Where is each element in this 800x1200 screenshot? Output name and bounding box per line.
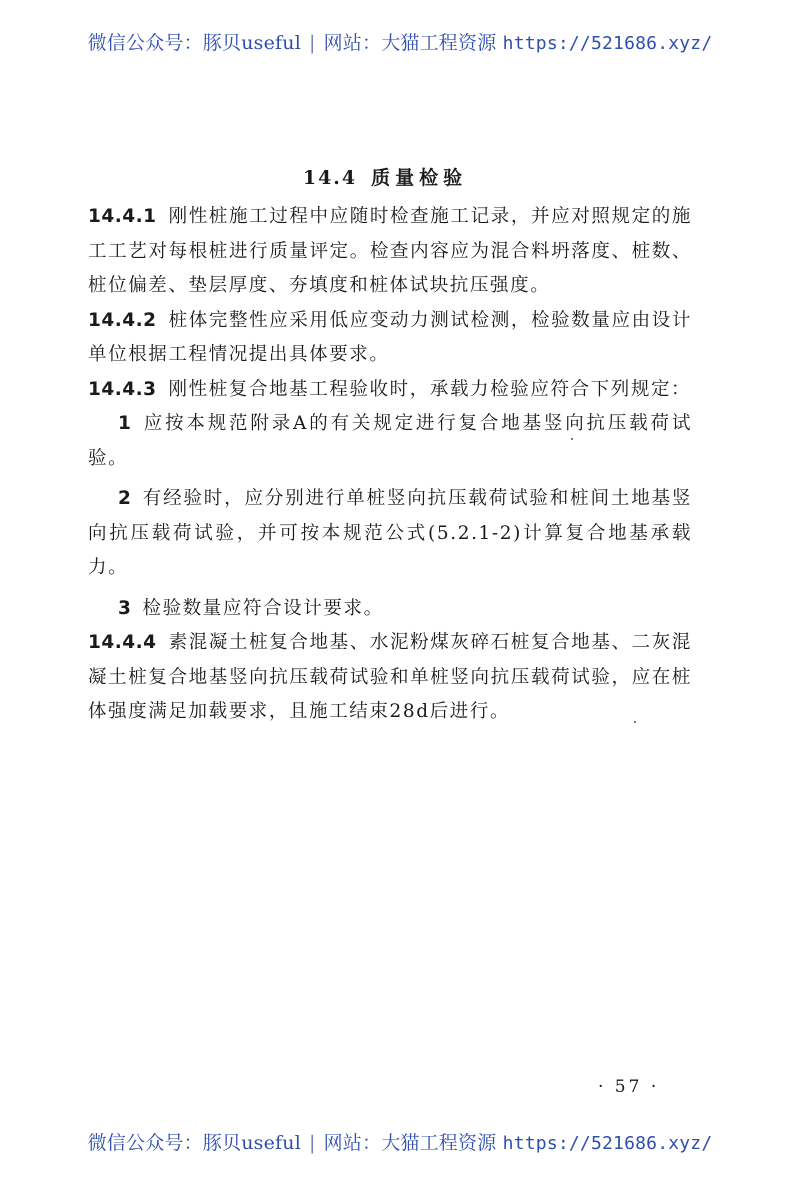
- clause-14-4-1: [88, 200, 692, 304]
- scan-speck: [571, 438, 573, 440]
- clause-number: 14.4.3: [88, 378, 157, 400]
- clause-text: 刚性桩复合地基工程验收时，承载力检验应符合下列规定：: [168, 378, 692, 400]
- clause-number: 14.4.1: [88, 206, 157, 227]
- item-number: 2: [118, 488, 133, 509]
- section-number: 14.4: [302, 167, 358, 189]
- clause-14-4-2: [88, 304, 692, 373]
- list-item: [88, 592, 692, 627]
- document-body: [88, 200, 692, 730]
- watermark-wechat: 微信公众号：豚贝useful: [87, 1132, 301, 1154]
- scan-speck: [634, 721, 636, 723]
- item-text: 有经验时，应分别进行单桩竖向抗压载荷试验和桩间土地基竖向抗压载荷试验，并可按本规范公式(5.2.1-2)计算复合地基承载力。: [88, 488, 692, 578]
- list-item: [88, 407, 692, 476]
- page-number: · 57 ·: [598, 1077, 660, 1097]
- watermark-top: [0, 28, 800, 55]
- watermark-separator: |: [309, 1132, 316, 1154]
- watermark-separator: |: [309, 32, 316, 54]
- watermark-site: 网站：大猫工程资源: [323, 32, 497, 54]
- list-item: [88, 482, 692, 586]
- watermark-wechat: 微信公众号：豚贝useful: [87, 32, 301, 54]
- section-heading: [0, 163, 770, 190]
- clause-number: 14.4.4: [88, 632, 157, 653]
- clause-14-4-4: [88, 626, 692, 730]
- clause-text: 素混凝土桩复合地基、水泥粉煤灰碎石桩复合地基、二灰混凝土桩复合地基竖向抗压载荷试验和单桩竖向抗压载荷试验，应在桩体强度满足加载要求，且施工结束28d后进行。: [88, 632, 692, 722]
- watermark-site: 网站：大猫工程资源: [323, 1132, 497, 1154]
- item-number: 1: [118, 413, 133, 434]
- watermark-url[interactable]: https://521686.xyz/: [502, 1133, 713, 1154]
- section-title: 质量检验: [371, 167, 468, 189]
- watermark-url[interactable]: https://521686.xyz/: [502, 33, 713, 54]
- clause-text: 桩体完整性应采用低应变动力测试检测，检验数量应由设计单位根据工程情况提出具体要求。: [88, 309, 692, 365]
- item-number: 3: [118, 597, 133, 619]
- item-text: 检验数量应符合设计要求。: [142, 597, 384, 619]
- watermark-bottom: [0, 1128, 800, 1155]
- clause-text: 刚性桩施工过程中应随时检查施工记录，并应对照规定的施工工艺对每根桩进行质量评定。检查内容应为混合料坍落度、桩数、桩位偏差、垫层厚度、夯填度和桩体试块抗压强度。: [88, 206, 692, 296]
- clause-number: 14.4.2: [88, 309, 157, 331]
- clause-14-4-3: [88, 373, 692, 408]
- item-text: 应按本规范附录A的有关规定进行复合地基竖向抗压载荷试验。: [88, 413, 692, 469]
